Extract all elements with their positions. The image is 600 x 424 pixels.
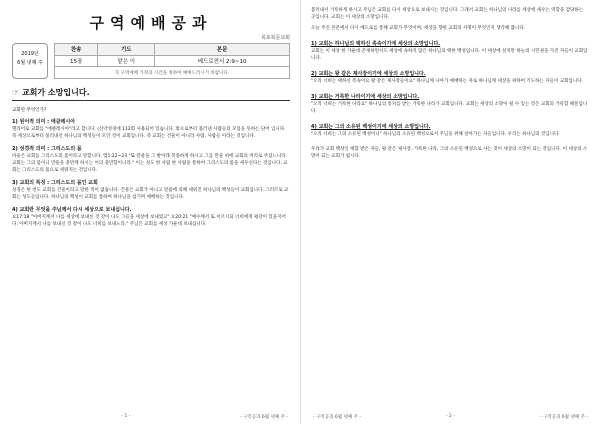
value-prayer: 맡은 이 xyxy=(98,55,155,67)
paragraph-3: 성경은 한 번도 교회를 건물이라고 말한 적이 없습니다. 건물은 교회가 아니고 말씀에 의해 세워진 하나님의 백성들이 교회입니다. 그러므로 교회는 성도들입니다. 하나님의 백성이 교회를 통하여 하나님을 섬기며 예배하는 것입니다. xyxy=(12,188,289,200)
footer-right-text: - 구역공과 6월 넷째 주 - xyxy=(539,415,588,420)
point-3-text: "오직 너희는 거룩한 나라요" 하나님의 통치를 받는 거룩한 나라가 교회입니다. 교회는 세상의 소망이 될 수 있는 것은 교회의 거룩함 때문입니다. xyxy=(311,102,588,114)
point-1-text: 교회는 이 세상 한 가운데 존재하면서도 세상에 속하지 않은 하나님의 택한 백성입니다. 이 세상에 살지만 하늘의 시민권을 가진 자들이 교회입니다. xyxy=(311,49,588,61)
value-text: 베드로전서 2:9~10 xyxy=(155,55,290,67)
header-text: 본문 xyxy=(155,44,290,56)
date-year: 2019년 xyxy=(21,51,39,57)
header-hymn: 찬송 xyxy=(55,44,98,56)
page-title: 구역예배공과 xyxy=(89,14,213,32)
value-hymn: 15장 xyxy=(55,55,98,67)
paragraph-2: 바울은 교회를 그리스도의 몸이라고 말합니다. 엡1:22~23 "또 만물을 그 발아래 복종하게 하시고 그를 만물 위에 교회의 머리로 주셨느니라. 교회는 그의 몸이니 만물을 충만케 하시는 이의 충만함이니라." 이는 성도 한 사람 한 사람을 통하여 그리스도의 몸을 세우신다는 것입니다. 교회는 그리스도의 몸으로 세워지는 것입니다. xyxy=(12,154,288,173)
paragraph-1: 헬라어로 교회를 "에클레시아"라고 합니다. (신약성경에 112회 사용되어 있습니다. 밖으로부터 불러낸 사람들의 모임을 뜻하는 단어 입니다. 즉 세상으로부터 불러내신 하나님의 백성들이 모인 것이 교회입니다. 즉 교회는 건물이 아니라 사람, 사람들 이라는 것입니다. xyxy=(12,127,286,139)
heading-4: 4) 교회란 무엇을 주님께서 다시 세상으로 보내십니다. xyxy=(12,207,132,213)
conclusion: 우리가 교회 백성인 택함 받은 자들, 왕 같은 제사장, 거룩한 나라, 그의 소유된 백성으로 사는 것이 세상의 소망이 되는 것입니다. 이 세상의 소망이 되는 교회가 됩시다. xyxy=(311,147,588,159)
header-prayer: 기도 xyxy=(98,44,155,56)
point-1: 1) 교회는 하나님의 택하신 족속이기에 세상의 소망입니다. xyxy=(311,41,441,47)
paragraph-0: 불러내서 거룩하게 하시고 주님은 교회를 다시 세상으로 보내시는 것입니다. 그래서 교회는 하나님의 나라를 세상에 세우는 역할을 감당하는 곳입니다. 교회는 이 세상의 소망입니다. xyxy=(311,8,584,20)
worship-header xyxy=(12,43,290,79)
heading-2: 2) 성경적 의미 : 그리스도의 몸 xyxy=(12,146,82,152)
section-title: ☞ 교회가 소망입니다. xyxy=(12,87,290,101)
page-right xyxy=(300,0,600,424)
paragraph-4: 요17:18 "아버지께서 나를 세상에 보내신 것 같이 나도 그들을 세상에 보내었고" 요20:21 "예수께서 또 이르시되 너희에게 평강이 있을지어다. 아버지께서 나를 보내신 것 같이 나도 너희를 보내노라." 주님은 교회를 세상 가운데 보내십니다. xyxy=(12,215,286,227)
point-4: 4) 교회는 그의 소유된 백성이기에 세상의 소망입니다. xyxy=(311,124,431,130)
church-name: 목포북문교회 xyxy=(261,35,290,41)
footer-left-text: - 구역공과 6월 넷째 주 - xyxy=(313,415,362,420)
footer-right xyxy=(301,414,600,420)
footer-left xyxy=(0,414,300,420)
heading-1: 1) 원어적 의미 : 에클레시아 xyxy=(12,119,76,125)
heading-3: 3) 교회의 특징 : 그리스도의 몸인 교회 xyxy=(12,180,98,186)
footer-page-number: - 2 - xyxy=(446,414,455,419)
point-2: 2) 교회는 왕 같은 제사장이기에 세상의 소망입니다. xyxy=(311,71,426,77)
worship-table xyxy=(54,43,290,79)
point-3: 3) 교회는 거룩한 나라이기에 세상의 소망입니다. xyxy=(311,94,420,100)
question: 교회란 무엇인가? xyxy=(12,108,47,113)
paragraph-0b: 오늘 주신 본문에서 다시 베드로를 통해 교회가 무엇이며, 세상을 향한 교회의 사명이 무엇인지 생각해 봅니다. xyxy=(311,26,526,31)
point-2-text: "오직 너희는 택하신 족속이요 왕 같은 제사장들이요" 하나님께 나아가 예배하는 자로 하나님께 세상을 위하여 기도하는 자들이 교회입니다. xyxy=(311,79,583,84)
point-4-text: "오직 너희는 그의 소유된 백성이니" 하나님의 소유된 백성으로서 주님을 위해 살아가는 자들입니다. 우리는 하나님의 것입니다. xyxy=(311,132,560,137)
date-box xyxy=(12,43,48,79)
table-note: 꼭 구역예배 가정과 시간을 정하여 예배드리시기 바랍니다. xyxy=(55,67,290,79)
footer-page-number: - 1 - xyxy=(121,414,131,419)
footer-info: - 구역공과 6월 넷째 주 - xyxy=(239,415,288,420)
date-week: 6월 넷째 주 xyxy=(17,60,43,66)
